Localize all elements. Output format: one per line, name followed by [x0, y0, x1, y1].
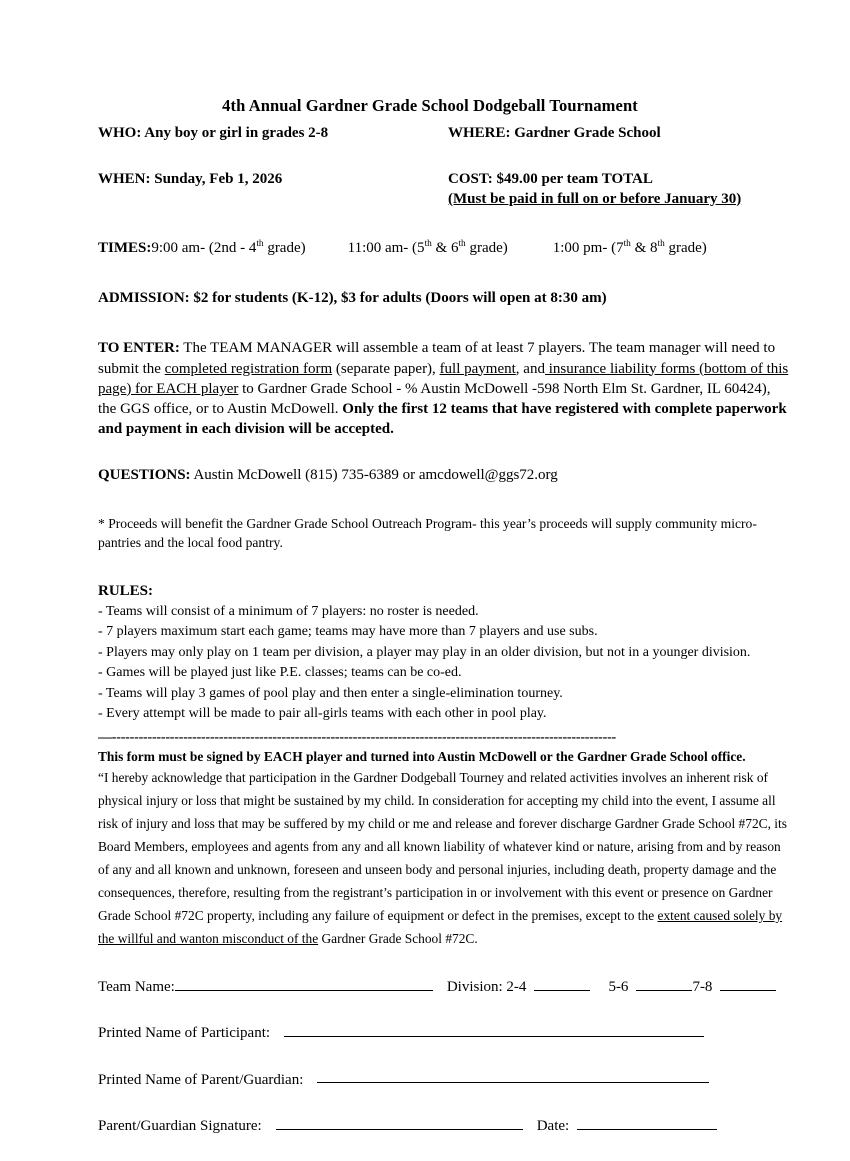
- spacer: [98, 552, 754, 582]
- division-2-4-input[interactable]: [534, 976, 590, 991]
- date-input[interactable]: [577, 1115, 717, 1130]
- to-enter-text-1: The TEAM MANAGER will assemble a team of at least 7 players. The team manager will need to submit the: [98, 340, 776, 377]
- rules-heading: RULES:: [98, 583, 154, 600]
- division-label: Division: 2-4: [446, 978, 527, 995]
- rule-item: - Teams will consist of a minimum of 7 players: no roster is needed.: [98, 603, 479, 619]
- times-slot-3: [553, 239, 707, 259]
- spacer: [98, 439, 754, 465]
- rule-item: - Every attempt will be made to pair all-girls teams with each other in pool play.: [98, 706, 547, 722]
- waiver-heading: This form must be signed by EACH player and turned into Austin McDowell or the Gardner Grade School office.: [98, 748, 746, 764]
- times-slot-2-sup: th: [424, 239, 432, 250]
- times-slot-3-post: grade): [664, 240, 707, 257]
- spacer: [98, 259, 754, 289]
- who-value: Any boy or girl in grades 2-8: [141, 125, 329, 141]
- cost-field: [448, 170, 754, 210]
- who-field: [98, 124, 448, 144]
- when-value: Sunday, Feb 1, 2026: [150, 170, 283, 187]
- to-enter-text-2: (separate paper),: [332, 360, 440, 377]
- times-slot-3-sup2: th: [657, 239, 665, 250]
- division-opt2-label: 5-6: [608, 978, 629, 995]
- times-slot-2-mid: & 6: [431, 240, 459, 257]
- team-name-label: Team Name:: [98, 978, 175, 995]
- times-slot-1-post: grade): [263, 240, 306, 257]
- date-label: Date:: [536, 1117, 570, 1134]
- rule-item: - Players may only play on 1 team per division, a player may play in an older division, but not in a younger division.: [98, 644, 751, 660]
- cost-note: (Must be paid in full on or before January 30): [448, 190, 742, 207]
- cost-label: COST:: [448, 170, 493, 187]
- signature-row: [98, 1115, 754, 1136]
- questions-value: Austin McDowell (815) 735-6389 or amcdowell@ggs72.org: [190, 467, 558, 484]
- waiver-body: [98, 766, 792, 950]
- to-enter-paragraph: [98, 338, 792, 439]
- where-value: Gardner Grade School: [510, 125, 661, 141]
- times-slot-2-post: grade): [465, 240, 508, 257]
- times-slot-2: [348, 239, 508, 259]
- waiver-body-pre: “I hereby acknowledge that participation in the Gardner Dodgeball Tourney and related activities involves an inherent risk of physical injury or loss that might be sustained by my child. In consideration for accepting my child into the event, I assume all risk of injury and loss that may be suffered by my child or me and release and forever discharge Gardner Grade School #72C, its Board Members, employees and agents from any and all known liability of whatever kind or nature, arising from and by reason of any and all known and unknown, foreseen and unseen body and personal injuries, including death, property damage and the consequences, therefore, resulting from the registrant’s participation in or involvement with this event or presence on Gardner Grade School #72C property, including any failure of equipment or defect in the premises, except to the: [98, 769, 787, 923]
- page-title: 4th Annual Gardner Grade School Dodgeball Tournament: [222, 96, 638, 115]
- to-enter-bold-1: Only the first 12 teams that have registered with complete paperwork and payment in each division will be accepted.: [98, 400, 787, 438]
- questions-label: QUESTIONS:: [98, 467, 191, 484]
- times-slot-3-sup: th: [623, 239, 631, 250]
- to-enter-label: TO ENTER:: [98, 340, 180, 357]
- times-slot-2-sup2: th: [458, 239, 466, 250]
- to-enter-underline-1: completed registration form: [164, 360, 333, 377]
- division-opt3-label: 7-8: [692, 978, 713, 995]
- when-field: [98, 170, 448, 210]
- times-slot-3-mid: & 8: [630, 240, 658, 257]
- when-label: WHEN:: [98, 170, 151, 187]
- when-cost-row: [98, 170, 754, 210]
- section-divider: —-----------------------------------------------------------------------------------------------------------------: [98, 731, 617, 744]
- participant-name-row: [98, 1022, 754, 1043]
- signature-label: Parent/Guardian Signature:: [98, 1117, 262, 1134]
- team-name-row: [98, 976, 754, 997]
- rule-item: - Teams will play 3 games of pool play and then enter a single-elimination tourney.: [98, 685, 563, 701]
- team-name-input[interactable]: [175, 976, 433, 991]
- times-row: [98, 239, 754, 259]
- to-enter-text-4: to Gardner Grade School - % Austin McDowell -598 North Elm St. Gardner, IL 60424), the GGS office, or to Austin McDowell.: [98, 380, 771, 417]
- cost-value: $49.00 per team TOTAL: [492, 170, 653, 187]
- where-field: [448, 124, 754, 144]
- proceeds-note: * Proceeds will benefit the Gardner Grade School Outreach Program- this year’s proceeds will supply community micro-pantries and the local food pantry.: [98, 516, 757, 550]
- to-enter-underline-2: full payment: [439, 360, 516, 377]
- signature-form: [98, 976, 754, 1136]
- rule-item: - 7 players maximum start each game; teams may have more than 7 players and use subs.: [98, 624, 598, 640]
- to-enter-text-3: , and: [515, 360, 545, 377]
- questions-line: [98, 465, 754, 485]
- rule-item: - Games will be played just like P.E. classes; teams can be co-ed.: [98, 665, 462, 681]
- times-slot-2-pre: 11:00 am- (5: [347, 240, 425, 257]
- parent-name-input[interactable]: [317, 1069, 709, 1084]
- spacer: [98, 308, 754, 338]
- document-page: [98, 96, 789, 1161]
- signature-input[interactable]: [276, 1115, 523, 1130]
- who-where-row: [98, 124, 754, 144]
- spacer: [98, 485, 754, 515]
- who-label: WHO:: [98, 125, 142, 141]
- spacer: [98, 209, 754, 239]
- where-label: WHERE:: [448, 125, 511, 141]
- cost-main: [448, 170, 754, 190]
- times-slot-1: [151, 239, 305, 259]
- parent-name-row: [98, 1069, 754, 1090]
- waiver-body-post: Gardner Grade School #72C.: [318, 930, 478, 946]
- times-slot-1-sup: th: [256, 239, 264, 250]
- times-label: TIMES:: [98, 240, 152, 257]
- parent-name-label: Printed Name of Parent/Guardian:: [98, 1071, 304, 1088]
- waiver-body-underline: extent caused solely by the willful and wanton misconduct of the: [98, 907, 783, 946]
- division-7-8-input[interactable]: [720, 976, 776, 991]
- admission-line: ADMISSION: $2 for students (K-12), $3 for adults (Doors will open at 8:30 am): [98, 289, 607, 306]
- times-slot-1-pre: 9:00 am- (2nd - 4: [151, 240, 257, 257]
- to-enter-underline-3: insurance liability forms (bottom of this page) for EACH player: [98, 360, 789, 397]
- times-slot-3-pre: 1:00 pm- (7: [552, 240, 624, 257]
- participant-name-input[interactable]: [284, 1022, 704, 1037]
- spacer: [98, 144, 754, 170]
- participant-name-label: Printed Name of Participant:: [98, 1025, 271, 1042]
- division-5-6-input[interactable]: [636, 976, 692, 991]
